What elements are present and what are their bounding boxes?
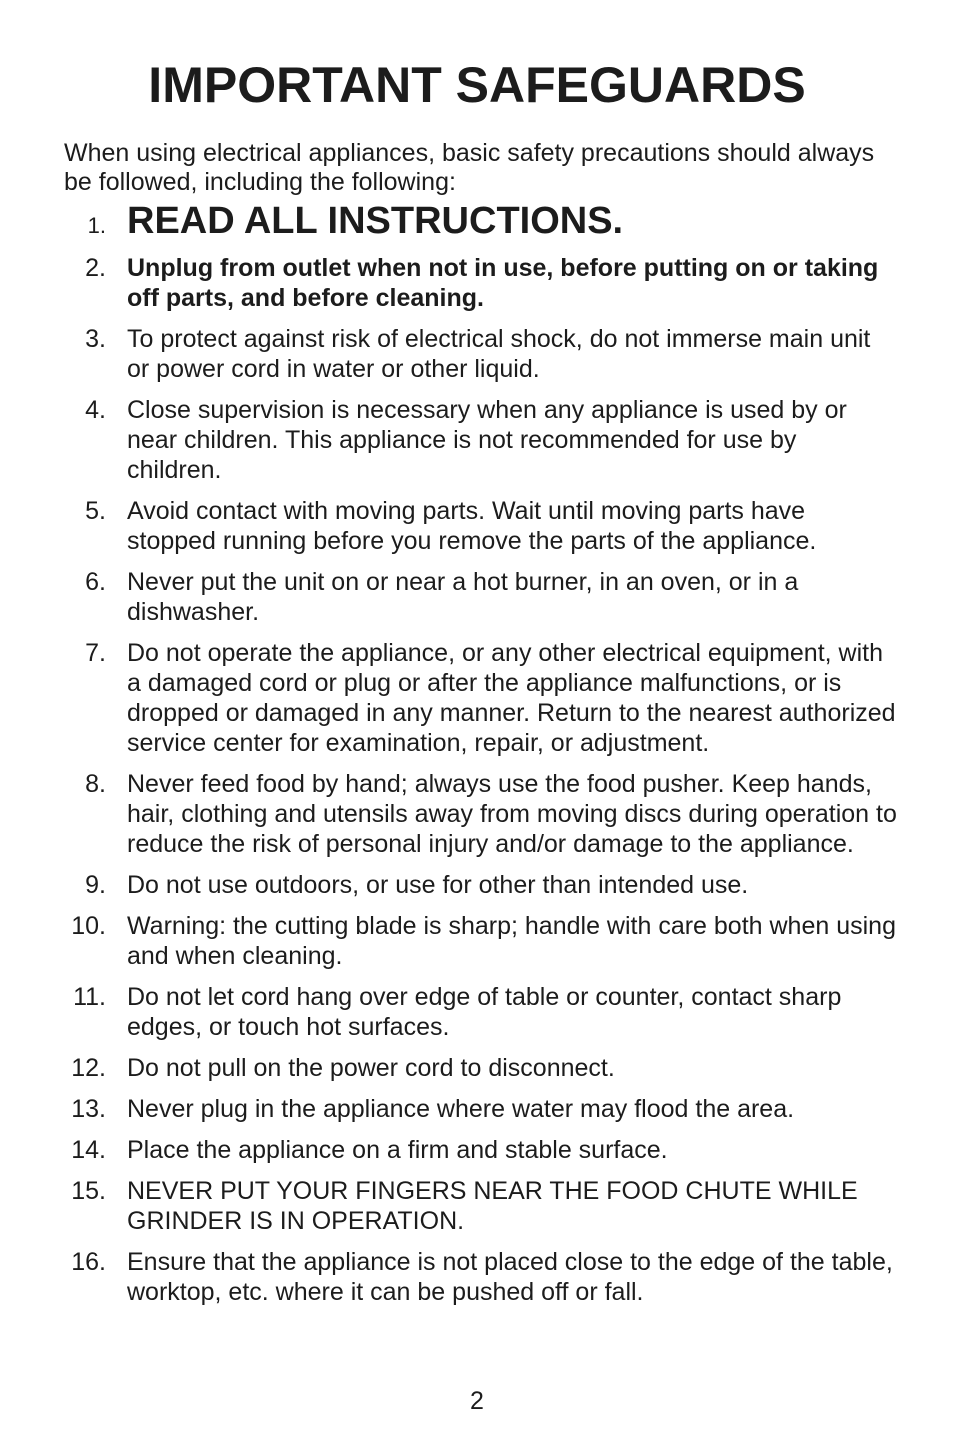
item-number: 11. [73,983,106,1011]
item-number: 4. [85,396,106,424]
item-number: 7. [85,639,106,667]
list-item [0,638,954,758]
item-text: Do not use outdoors, or use for other than intended use. [127,871,749,899]
item-text: Never feed food by hand; always use the food pusher. Keep hands, hair, clothing and utensils away from moving discs during operation to reduce the risk of personal injury and/or damage to the appliance. [127,770,897,858]
list-item [0,1247,954,1307]
item-text: Do not operate the appliance, or any other electrical equipment, with a damaged cord or plug or after the appliance malfunctions, or is dropped or damaged in any manner. Return to the nearest authorized service center for examination, repair, or adjustment. [127,639,896,757]
item-number: 10. [71,912,106,940]
item-text: To protect against risk of electrical shock, do not immerse main unit or power cord in water or other liquid. [127,325,871,383]
item-number: 13. [71,1095,106,1123]
list-item [0,567,954,627]
list-item [0,769,954,859]
item-text: Never plug in the appliance where water may flood the area. [127,1095,795,1123]
item-number: 3. [85,325,106,353]
item-number: 2. [85,254,106,282]
item-number: 12. [71,1054,106,1082]
list-item [0,1176,954,1236]
list-item [0,1053,954,1083]
item-text: Warning: the cutting blade is sharp; handle with care both when using and when cleaning. [127,912,896,970]
item-number: 1. [87,213,106,238]
item-number: 16. [71,1248,106,1276]
item-text: READ ALL INSTRUCTIONS. [127,200,624,242]
list-item [0,197,954,245]
item-text: NEVER PUT YOUR FINGERS NEAR THE FOOD CHUTE WHILE GRINDER IS IN OPERATION. [127,1177,858,1235]
page-number: 2 [470,1387,484,1415]
page-title: IMPORTANT SAFEGUARDS [148,57,806,113]
intro-paragraph: When using electrical appliances, basic safety precautions should always be followed, including the following: [64,139,875,196]
list-item [0,870,954,900]
list-item [0,395,954,485]
list-item [0,253,954,313]
item-text: Place the appliance on a firm and stable surface. [127,1136,668,1164]
item-text: Unplug from outlet when not in use, before putting on or taking off parts, and before cleaning. [127,254,879,312]
item-number: 14. [71,1136,106,1164]
item-number: 5. [85,497,106,525]
item-number: 9. [85,871,106,899]
item-number: 8. [85,770,106,798]
safeguards-list [0,197,954,1318]
item-text: Do not let cord hang over edge of table or counter, contact sharp edges, or touch hot surfaces. [127,983,842,1041]
list-item [0,324,954,384]
item-text: Close supervision is necessary when any appliance is used by or near children. This appliance is not recommended for use by children. [127,396,847,484]
item-text: Never put the unit on or near a hot burner, in an oven, or in a dishwasher. [127,568,799,626]
item-number: 6. [85,568,106,596]
item-text: Avoid contact with moving parts. Wait until moving parts have stopped running before you remove the parts of the appliance. [127,497,817,555]
list-item [0,1094,954,1124]
list-item [0,1135,954,1165]
list-item [0,496,954,556]
list-item [0,911,954,971]
item-text: Ensure that the appliance is not placed close to the edge of the table, worktop, etc. where it can be pushed off or fall. [127,1248,893,1306]
item-number: 15. [71,1177,106,1205]
item-text: Do not pull on the power cord to disconnect. [127,1054,615,1082]
list-item [0,982,954,1042]
